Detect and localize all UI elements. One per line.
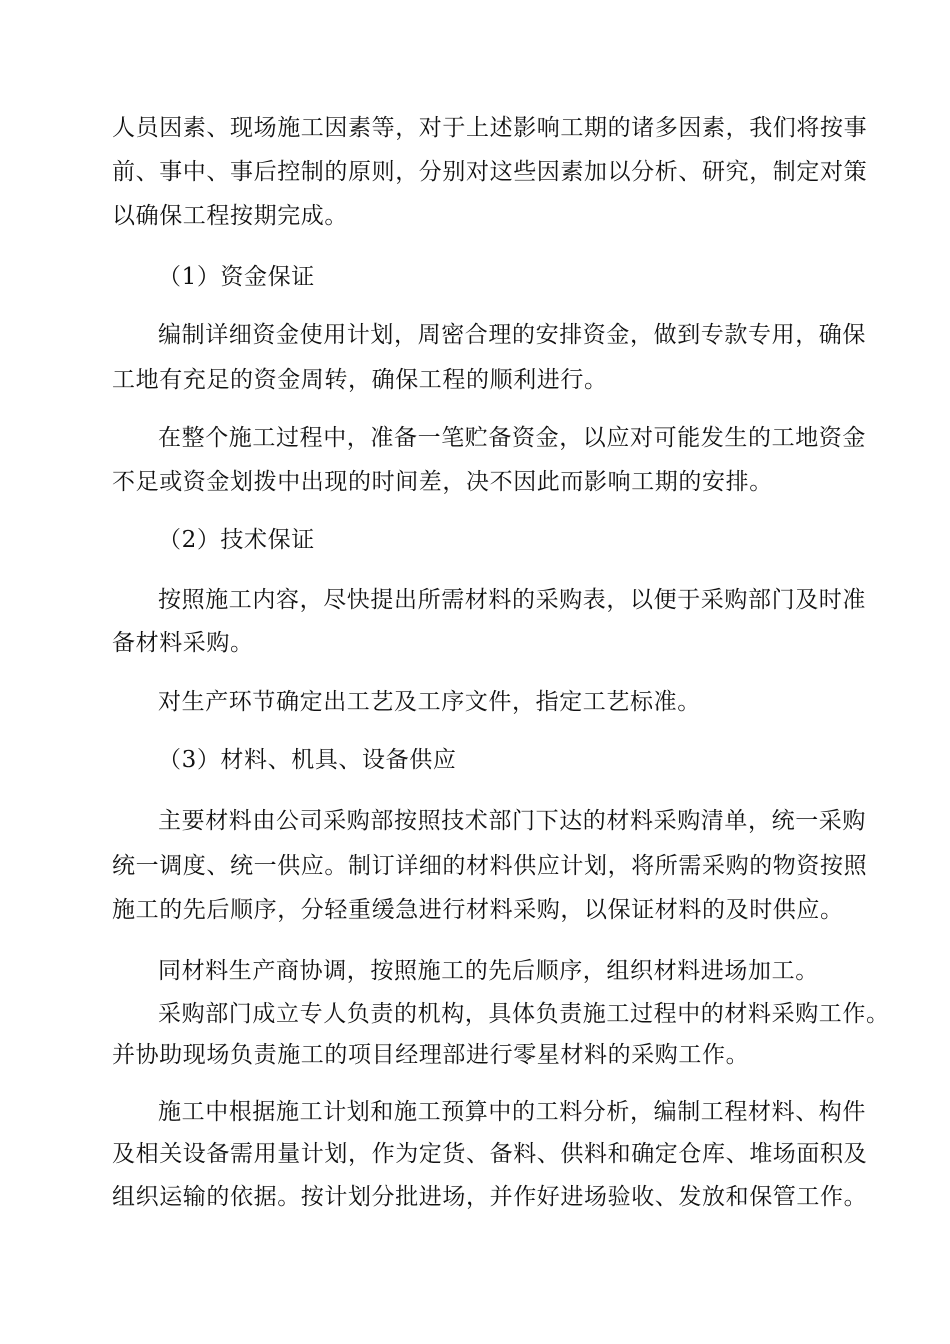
- heading-text: （2）技术保证: [158, 527, 315, 553]
- text-line: 主要材料由公司采购部按照技术部门下达的材料采购清单，统一采购: [158, 808, 866, 834]
- text-line: 施工的先后顺序，分轻重缓急进行材料采购，以保证材料的及时供应。: [112, 897, 844, 923]
- heading-text: （1）资金保证: [158, 264, 315, 290]
- heading-text: （3）材料、机具、设备供应: [158, 747, 457, 773]
- text-line: 以确保工程按期完成。: [112, 203, 348, 229]
- text-line: 采购部门成立专人负责的机构，具体负责施工过程中的材料采购工作。: [158, 1001, 890, 1027]
- text-line: 组织运输的依据。按计划分批进场，并作好进场验收、发放和保管工作。: [112, 1184, 868, 1210]
- text-line: 对生产环节确定出工艺及工序文件，指定工艺标准。: [158, 689, 701, 715]
- text-line: 不足或资金划拨中出现的时间差，决不因此而影响工期的安排。: [112, 469, 773, 495]
- text-line: 统一调度、统一供应。制订详细的材料供应计划，将所需采购的物资按照: [112, 853, 868, 879]
- text-line: 人员因素、现场施工因素等，对于上述影响工期的诸多因素，我们将按事: [112, 115, 868, 141]
- text-line: 同材料生产商协调，按照施工的先后顺序，组织材料进场加工。: [158, 958, 819, 984]
- text-line: 编制详细资金使用计划，周密合理的安排资金，做到专款专用，确保: [158, 322, 866, 348]
- text-line: 按照施工内容，尽快提出所需材料的采购表，以便于采购部门及时准: [158, 587, 866, 613]
- text-line: 在整个施工过程中，准备一笔贮备资金，以应对可能发生的工地资金: [158, 425, 866, 451]
- text-line: 前、事中、事后控制的原则，分别对这些因素加以分析、研究，制定对策: [112, 159, 868, 185]
- text-line: 及相关设备需用量计划，作为定货、备料、供料和确定仓库、堆场面积及: [112, 1141, 868, 1167]
- text-line: 施工中根据施工计划和施工预算中的工料分析，编制工程材料、构件: [158, 1099, 866, 1125]
- text-line: 备材料采购。: [112, 630, 254, 656]
- text-line: 并协助现场负责施工的项目经理部进行零星材料的采购工作。: [112, 1042, 750, 1068]
- text-line: 工地有充足的资金周转，确保工程的顺利进行。: [112, 367, 608, 393]
